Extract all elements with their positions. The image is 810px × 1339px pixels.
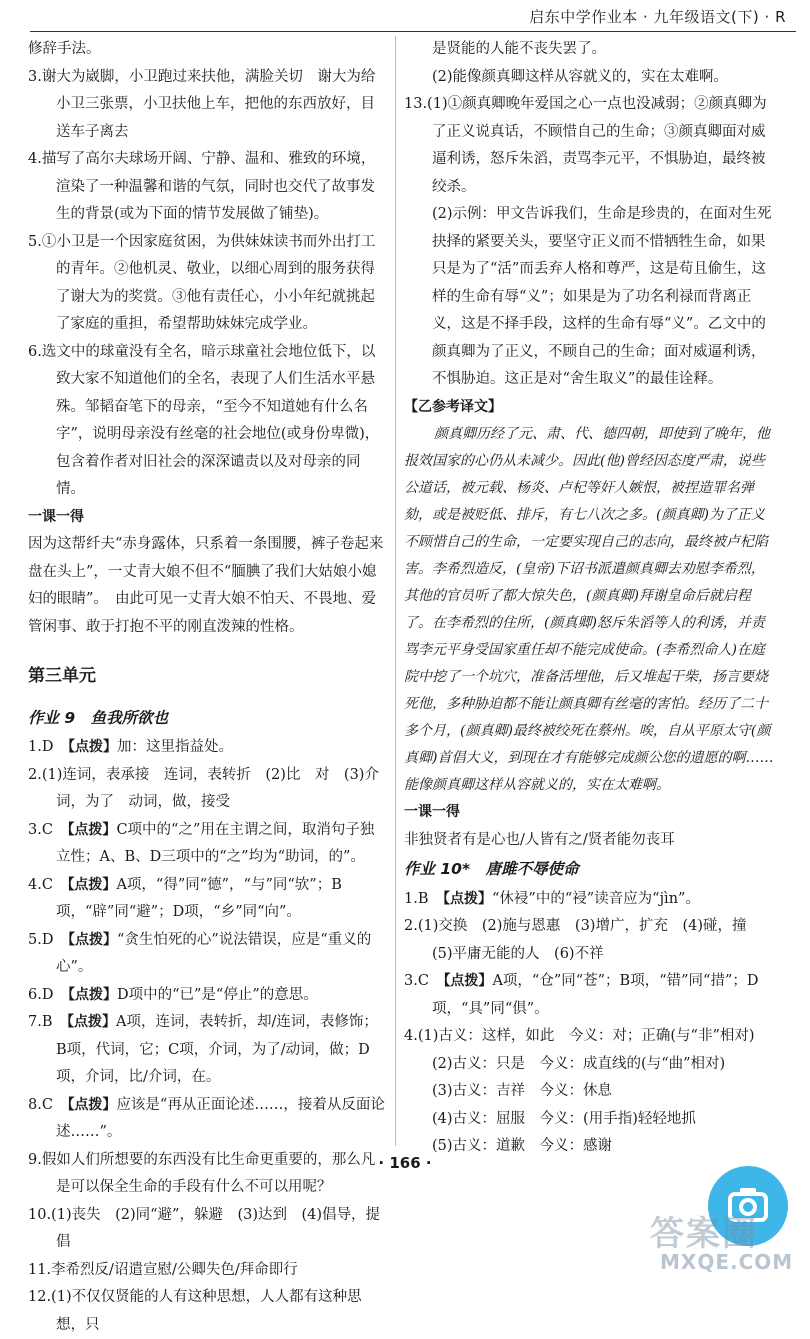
hint-text: “贪生怕死的心”说法错误，应是“重义的心”。 [56,931,372,975]
answer-item: 5.①小卫是一个因家庭贫困，为供妹妹读书而外出打工的青年。②他机灵、敬业，以细心周到的服务获得了谢大为的奖赏。③他有责任心，小小年纪就挑起了家庭的重担，希望帮助妹妹完成学业。 [28,233,376,332]
hint-text: 加：这里指益处。 [116,739,233,755]
hint-keyword: 【点拨】 [67,821,117,838]
answer-item: 6.选文中的球童没有全名，暗示球童社会地位低下，以致大家不知道他们的全名，表现了人们生活水平悬殊。邹韬奋笔下的母亲，“至今不知道她有什么名字”，说明母亲没有丝毫的社会地位(或身份卑微)，包含着作者对旧社会的深深谴责以及对母亲的同情。 [28,343,380,497]
lesson-text: 因为这帮纤夫“赤身露体，只系着一条围腰，裤子卷起来盘在头上”，一丈青大娘不但不“腼腆了我们大姑娘小媳妇的眼睛”。 由此可见一丈青大娘不怕天、不畏地、爱管闲事、敢于打抱不平的刚直泼辣的性格。 [28,536,384,635]
answer-item [404,941,776,969]
answer-item [28,982,386,1010]
lesson-label: 一课一得 [404,804,460,820]
right-column [404,36,776,1154]
hint-keyword: 【点拨】 [67,1014,116,1030]
hint-text: C项中的“之”用在主谓之间，取消句子独立性；A、B、D三项中的“之”均为“助词，的”。 [56,821,375,865]
answer-text: 4.C [28,876,68,893]
answer-item [404,968,776,1023]
answer-line: (2)示例：甲文告诉我们，生命是珍贵的，在面对生死抉择的紧要关头，要坚守正义而不惜牺牲生命，如果只是为了“活”而丢弃人格和尊严，这是苟且偷生，这样的生命有辱“义”；如果是为了功名利禄而背离正义，这是不择手段，这样的生命有辱“义”。乙文中的颜真卿为了正义，不顾自己的生命；面对威逼利诱，不惧胁迫。这正是对“舍生取义”的最佳诠释。 [432,206,772,387]
hint-keyword: 【点拨】 [67,739,117,755]
answer-item [404,913,776,941]
hint-text: A项，“得”同“德”，“与”同“欤”；B项，“辟”同“避”；D项，“乡”同“向”。 [56,876,342,920]
answer-text: (5)平庸无能的人 (6)不祥 [432,945,604,962]
hint-keyword: 【点拨】 [67,876,117,893]
answer-line: 是贤能的人能不丧失罢了。 [432,41,606,57]
answer-line: (2)能像颜真卿这样从容就义的，实在太难啊。 [432,68,729,85]
answer-item [28,1202,386,1257]
answer-item [28,1009,386,1092]
homework-title: 作业 9 鱼我所欲也 [28,708,169,727]
answer-item [28,762,386,817]
answer-text: 11.李希烈反/诏遣宣慰/公卿失色/拜命即行 [28,1261,298,1278]
answer-text: (4)古义：屈服 今义：(用手指)轻轻地抓 [432,1110,696,1127]
answer-text: 1.D [28,739,68,755]
watermark-logo [650,1166,800,1274]
answer-item [404,1023,776,1051]
hint-keyword: 【点拨】 [443,890,492,907]
answer-text: 7.B [28,1014,67,1030]
answer-text: 6.D [28,986,68,1003]
answer-item [404,1106,776,1134]
unit-title: 第三单元 [28,666,96,686]
answer-item: 3.谢大为崴脚，小卫跑过来扶他，满脸关切 谢大为给小卫三张票，小卫扶他上车，把他的东西放好，目送车子离去 [28,68,376,140]
answer-text: 2.(1)连词，表承接 连词，表转折 (2)比 对 (3)介词，为了 动词，做，接受 [28,766,379,810]
answer-text: 10.(1)丧失 (2)同“避”，躲避 (3)达到 (4)倡导，提倡 [28,1206,381,1250]
answer-item [404,886,776,914]
reference-translation: 颜真卿历经了元、肃、代、德四朝，即使到了晚年，他报效国家的心仍从未减少。因此(他)曾经因态度严肃，说些公道话，被元载、杨炎、卢杞等奸人嫉恨，被捏造罪名弹劾，或是被贬低、排斥，有七八次之多。(颜真卿)为了正义不顾惜自己的生命，一定要实现自己的志向，最终被卢杞陷害。李希烈造反，(皇帝)下诏书派遣颜真卿去劝慰李希烈，其他的官员听了都大惊失色，(颜真卿)拜谢皇命后就启程了。在李希烈的住所，(颜真卿)怒斥朱滔等人的利诱，并责骂李元平身受国家重任却不能完成使命。(李希烈命人)在庭院中挖了一个坑穴，准备活埋他，后又堆起干柴，扬言要烧死他，多种胁迫都不能让颜真卿有丝毫的害怕。经历了二十多个月，(颜真卿)最终被绞死在蔡州。唉，自从平原太守(颜真卿)首倡大义，到现在才有能够完成颜公您的遗愿的啊……能像颜真卿这样从容就义的，实在太难啊。 [404,426,774,793]
answer-text: 2.(1)交换 (2)施与恩惠 (3)增广，扩充 (4)碰，撞 [404,918,747,934]
answer-text: 9.假如人们所想要的东西没有比生命更重要的，那么凡是可以保全生命的手段有什么不可以用呢？ [28,1151,376,1195]
answer-text: 12.(1)不仅仅贤能的人有这种思想，人人都有这种思想，只 [28,1289,362,1333]
page-header [0,0,810,34]
hint-text: A项，“仓”同“苍”；B项，“错”同“措”；D项，“具”同“俱”。 [432,973,759,1017]
hint-keyword: 【点拨】 [67,931,117,948]
lesson-label: 一课一得 [28,508,84,525]
answer-item [28,1284,386,1339]
column-divider [395,36,396,1146]
answer-item [28,734,386,762]
answer-text: 3.C [28,821,68,838]
left-column [28,36,386,1333]
answer-item [28,1092,386,1147]
reference-translation-label: 【乙参考译文】 [404,398,502,415]
answer-item [404,1078,776,1106]
hint-text: D项中的“已”是“停止”的意思。 [116,986,318,1003]
answer-text: 5.D [28,931,68,948]
answer-item [28,872,386,927]
header-rule [30,31,796,32]
hint-keyword: 【点拨】 [67,986,117,1003]
answer-text: 4.(1)古义：这样，如此 今义：对；正确(与“非”相对) [404,1028,755,1044]
answer-text: 3.C [404,973,444,989]
answer-item [404,1051,776,1079]
lesson-text: 非独贤者有是心也/人皆有之/贤者能勿丧耳 [404,831,675,848]
answer-text: (3)古义：吉祥 今义：休息 [432,1083,613,1099]
homework-10-answers [404,886,776,1161]
hint-text: A项，连词，表转折，却/连词，表修饰；B项，代词，它；C项，介词，为了/动词，做；D项，介词，比/介词，在。 [56,1014,378,1085]
homework-title: 作业 10* 唐雎不辱使命 [404,860,579,878]
answer-text: 8.C [28,1096,68,1113]
watermark-url: MXQE.COM [660,1250,794,1274]
homework-9-answers [28,734,386,1339]
hint-text: 应该是“再从正面论述……，接着从反面论述……”。 [56,1096,385,1140]
answer-text: (2)古义：只是 今义：成直线的(与“曲”相对) [432,1055,726,1072]
answer-line: 修辞手法。 [28,41,101,57]
page-number: · 166 · [378,1154,432,1172]
answer-text: (5)古义：道歉 今义：感谢 [432,1138,613,1154]
answer-text: 1.B [404,890,443,907]
watermark-text: 答案圈 [650,1214,758,1254]
answer-item: 4.描写了高尔夫球场开阔、宁静、温和、雅致的环境，渲染了一种温馨和谐的气氛，同时也交代了故事发生的背景(或为下面的情节发展做了铺垫)。 [28,151,376,222]
answer-item [28,927,386,982]
answer-item [28,817,386,872]
hint-text: “休祲”中的“祲”读音应为“jìn”。 [492,890,700,907]
hint-keyword: 【点拨】 [443,973,493,989]
hint-keyword: 【点拨】 [67,1096,117,1113]
book-title: 启东中学作业本 · 九年级语文(下) · R [529,8,786,26]
answer-item: 13.(1)①颜真卿晚年爱国之心一点也没减弱；②颜真卿为了正义说真话，不顾惜自己的生命；③颜真卿面对威逼利诱，怒斥朱滔，责骂李元平，不惧胁迫，最终被绞杀。 [404,96,767,195]
